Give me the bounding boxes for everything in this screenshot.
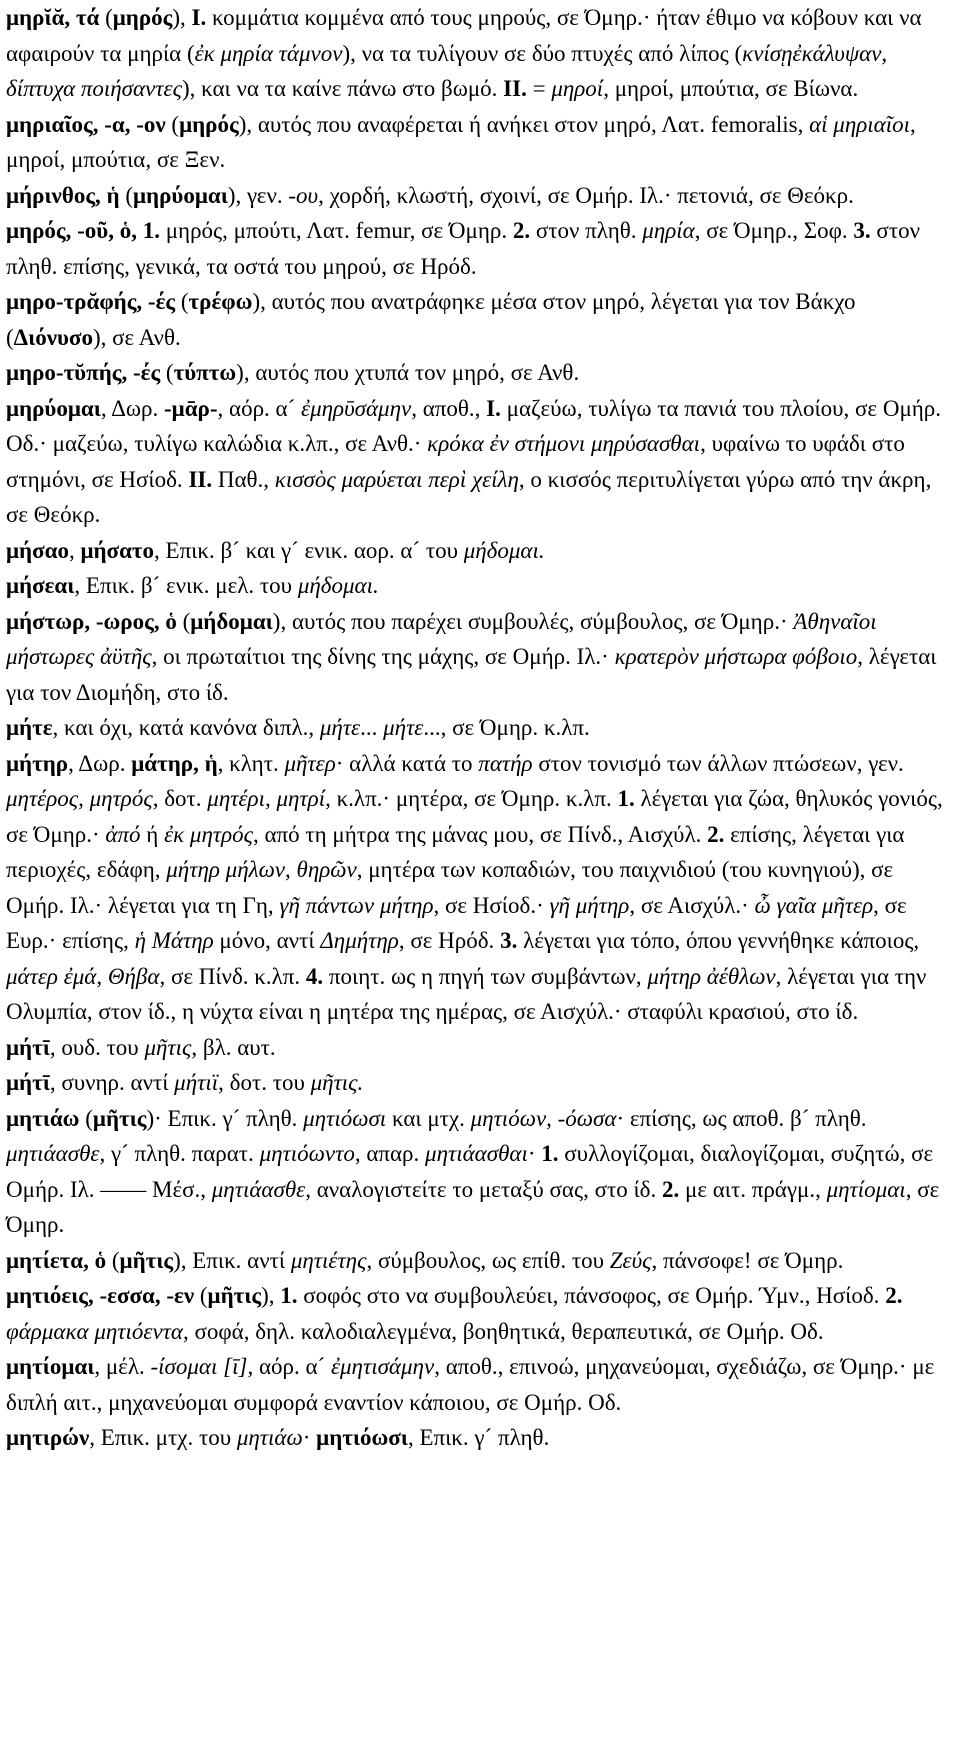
entry-headword: II. bbox=[188, 466, 213, 492]
dictionary-entry bbox=[6, 391, 952, 533]
entry-text: , κλητ. bbox=[217, 750, 285, 776]
entry-headword: 1. bbox=[541, 1141, 559, 1166]
dictionary-entry bbox=[6, 355, 952, 391]
entry-text: , Επικ. β´ και γ´ ενικ. αορ. α´ του bbox=[154, 537, 464, 563]
entry-citation: μητέρος, μητρός bbox=[6, 786, 153, 811]
dictionary-entry bbox=[6, 1349, 952, 1420]
entry-headword: μήτηρ bbox=[6, 750, 69, 776]
entry-headword: μητιόεις, -εσσα, -εν bbox=[6, 1283, 195, 1308]
entry-text: , μηροί, μπούτια, σε Βίωνα. bbox=[603, 76, 859, 101]
entry-citation: κρατερὸν μήστωρα φόβοιο bbox=[614, 644, 858, 669]
entry-text: , Δωρ. bbox=[100, 395, 164, 421]
dictionary-entry bbox=[6, 0, 952, 107]
entry-citation: ἐμητισάμην bbox=[330, 1354, 435, 1379]
entry-text: , ο κισσός περιτυλίγεται γύρω από την άκρη, σε Θεόκρ. bbox=[6, 466, 932, 527]
entry-headword: 1. bbox=[142, 218, 160, 243]
entry-headword: μῆτις bbox=[119, 1247, 174, 1273]
entry-headword: μήστωρ, -ωρος, ὁ bbox=[6, 608, 177, 634]
entry-citation: μητιάασθαι bbox=[425, 1141, 528, 1166]
entry-text: · αλλά κατά το bbox=[335, 750, 479, 776]
entry-text: στον πληθ. επίσης, γενικά, τα οστά του μηρού, σε Ηρόδ. bbox=[6, 218, 920, 279]
entry-text: και μτχ. bbox=[386, 1105, 471, 1131]
entry-citation: μητιάω bbox=[236, 1425, 303, 1450]
entry-headword: μηρῐᾰ, τά bbox=[6, 5, 100, 30]
entry-text: ), αυτός που ανατράφηκε μέσα στον μηρό, λέγεται για τον Βάκχο ( bbox=[6, 289, 856, 350]
entry-headword: Διόνυσο bbox=[13, 324, 93, 350]
entry-text: , πάνσοφε! σε Όμηρ. bbox=[651, 1247, 844, 1273]
entry-text: ( bbox=[119, 182, 134, 208]
entry-headword: μηρός bbox=[179, 111, 239, 137]
entry-text: , βλ. αυτ. bbox=[191, 1034, 276, 1060]
entry-headword: μηρο-τρᾰφής, -ές bbox=[6, 289, 176, 314]
entry-headword: 2. bbox=[885, 1283, 903, 1308]
entry-text: ), αυτός που χτυπά τον μηρό, σε Ανθ. bbox=[236, 360, 580, 385]
entry-text: συλλογίζομαι, διαλογίζομαι, συζητώ, σε Ομήρ. Ιλ. —— Μέσ., bbox=[6, 1141, 934, 1202]
entry-text: μαζεύω, τυλίγω τα πανιά του πλοίου, σε Ομήρ. Οδ.· μαζεύω, τυλίγω καλώδια κ.λπ., σε Ανθ.· bbox=[6, 395, 942, 456]
dictionary-entry bbox=[6, 107, 952, 178]
entry-text: Παθ., bbox=[212, 466, 275, 492]
entry-text: , απαρ. bbox=[354, 1141, 426, 1166]
dictionary-entry bbox=[6, 568, 952, 604]
entry-citation: γῆ πάντων μήτηρ bbox=[279, 892, 434, 918]
entry-headword: 1. bbox=[280, 1283, 298, 1308]
entry-headword: μήσαο bbox=[6, 537, 69, 563]
entry-text: , χορδή, κλωστή, σχοινί, σε Ομήρ. Ιλ.· πετονιά, σε Θεόκρ. bbox=[318, 182, 854, 208]
entry-text: κομμάτια κομμένα από τους μηρούς, σε Όμηρ.· ήταν έθιμο να κόβουν και να αφαιρούν τα μηρία ( bbox=[6, 5, 922, 66]
entry-text: , σε Ησίοδ.· bbox=[433, 892, 550, 918]
entry-text: , αόρ. α´ bbox=[247, 1354, 331, 1379]
entry-text: , σύμβουλος, ως επίθ. του bbox=[366, 1247, 610, 1273]
entry-headword: μητίομαι bbox=[6, 1354, 95, 1379]
entry-text: ( bbox=[106, 1247, 120, 1273]
entry-text: · επίσης, ως αποθ. β´ πληθ. bbox=[616, 1105, 867, 1131]
entry-text: ..., σε Όμηρ. κ.λπ. bbox=[423, 715, 590, 740]
entry-text: , αναλογιστείτε το μεταξύ σας, στο ίδ. bbox=[305, 1176, 662, 1202]
entry-text: λέγεται για τόπο, όπου γεννήθηκε κάποιος, bbox=[517, 928, 920, 953]
entry-citation: αἱ μηριαῖοι bbox=[809, 111, 911, 137]
entry-text: , δοτ. bbox=[152, 786, 208, 811]
entry-text: , μηροί, μπούτια, σε Ξεν. bbox=[6, 111, 916, 172]
entry-text: , bbox=[68, 537, 81, 563]
dictionary-entry bbox=[6, 1243, 952, 1279]
entry-headword: μητιόωσι bbox=[316, 1425, 408, 1450]
dictionary-entry bbox=[6, 1420, 952, 1456]
entry-headword: 1. bbox=[617, 786, 635, 811]
entry-text: μόνο, αντί bbox=[213, 928, 321, 953]
entry-text: στον πληθ. bbox=[530, 218, 643, 243]
entry-citation: μητιάασθε bbox=[6, 1141, 100, 1166]
entry-headword: 2. bbox=[707, 821, 725, 847]
entry-text: , Επικ. μτχ. του bbox=[89, 1425, 237, 1450]
entry-citation: μήτηρ μήλων, θηρῶν bbox=[166, 857, 357, 882]
entry-citation: -ου bbox=[288, 182, 319, 208]
dictionary-entry bbox=[6, 178, 952, 214]
dictionary-entry bbox=[6, 746, 952, 1030]
entry-citation: μητιέτης bbox=[290, 1247, 367, 1273]
entry-text: , σε Ηρόδ. bbox=[398, 928, 501, 953]
entry-text: , σε Όμηρ. bbox=[6, 1176, 940, 1237]
entry-citation: Ζεύς bbox=[609, 1247, 652, 1273]
entry-text: , γ´ πληθ. παρατ. bbox=[99, 1141, 260, 1166]
entry-citation: ἡ Μάτηρ bbox=[134, 928, 214, 953]
entry-headword: μήτῑ bbox=[6, 1070, 50, 1095]
entry-text: ), αυτός που αναφέρεται ή ανήκει στον μηρό, Λατ. femoralis, bbox=[238, 111, 810, 137]
entry-headword: μήδομαι bbox=[190, 608, 273, 634]
entry-citation: μάτερ ἐμά, Θήβα bbox=[6, 963, 160, 989]
entry-headword: τρέφω bbox=[188, 289, 253, 314]
entry-headword: μηρύομαι bbox=[6, 395, 101, 421]
entry-text: ), να τα τυλίγουν σε δύο πτυχές από λίπος ( bbox=[342, 40, 743, 66]
entry-headword: II. bbox=[503, 76, 527, 101]
entry-citation: ἐμηρῡσάμην bbox=[301, 395, 412, 421]
entry-text: ), αυτός που παρέχει συμβουλές, σύμβουλος, σε Όμηρ.· bbox=[272, 608, 794, 634]
entry-citation: ἐκ μηρία τάμνον bbox=[194, 40, 343, 66]
entry-text: ), Επικ. αντί bbox=[173, 1247, 291, 1273]
entry-text: , αποθ., επινοώ, μηχανεύομαι, σχεδιάζω, σε Όμηρ.· με διπλή αιτ., μηχανεύομαι συμφορά εναντίον κάποιου, σε Ομήρ. Οδ. bbox=[6, 1354, 935, 1415]
entry-text: , μητέρα των κοπαδιών, του παιχνιδιού (του κυνηγιού), σε Ομήρ. Ιλ.· λέγεται για τη Γη, bbox=[6, 857, 894, 918]
entry-citation: μήτιϊ bbox=[174, 1070, 219, 1095]
entry-citation: ὦ γαῖα μῆτερ bbox=[754, 892, 874, 918]
entry-text: , μέλ. bbox=[94, 1354, 151, 1379]
entry-headword: μηρός bbox=[112, 5, 173, 30]
entry-citation: κνίσῃἐκάλυψαν, δίπτυχα ποιήσαντες bbox=[6, 40, 888, 101]
entry-headword: μήρινθος, ἡ bbox=[6, 182, 120, 208]
entry-text: , κ.λπ.· μητέρα, σε Όμηρ. κ.λπ. bbox=[325, 786, 618, 811]
entry-headword: μηρύομαι bbox=[133, 182, 228, 208]
entry-text: , από τη μήτρα της μάνας μου, σε Πίνδ., Αισχύλ. bbox=[252, 821, 708, 847]
entry-text: , σε Πίνδ. κ.λπ. bbox=[159, 963, 306, 989]
entry-text: ), bbox=[261, 1283, 281, 1308]
entry-text: λέγεται για ζώα, θηλυκός γονιός, σε Όμηρ.· bbox=[6, 786, 943, 847]
entry-text: , σοφά, δηλ. καλοδιαλεγμένα, βοηθητικά, θεραπευτικά, σε Ομήρ. Οδ. bbox=[182, 1318, 824, 1344]
entry-text: ( bbox=[165, 111, 180, 137]
entry-headword: μήσεαι bbox=[6, 573, 75, 598]
entry-citation: φάρμακα μητιόεντα bbox=[6, 1318, 183, 1344]
entry-headword: μῆτις bbox=[92, 1105, 147, 1131]
entry-citation: μήδομαι. bbox=[463, 537, 545, 563]
entry-text: , λέγεται για τον Διομήδη, στο ίδ. bbox=[6, 644, 937, 705]
entry-citation: ἀπό bbox=[105, 821, 141, 847]
entry-citation: κρόκα ἐν στήμονι μηρύσασθαι bbox=[427, 431, 701, 456]
entry-text: μηρός, μπούτι, Λατ. femur, σε Όμηρ. bbox=[159, 218, 513, 243]
entry-citation: ἐκ μητρός bbox=[164, 821, 253, 847]
entry-text: ), και να τα καίνε πάνω στο βωμό. bbox=[181, 76, 504, 101]
entry-text: , και όχι, κατά κανόνα διπλ., bbox=[52, 715, 320, 740]
entry-text: , αόρ. α´ bbox=[217, 395, 302, 421]
dictionary-entry bbox=[6, 533, 952, 569]
entry-text: ( bbox=[79, 1105, 93, 1131]
entry-headword: 4. bbox=[305, 963, 324, 989]
entry-citation: μήδομαι. bbox=[297, 573, 379, 598]
dictionary-entry bbox=[6, 1101, 952, 1243]
entry-text: σοφός στο να συμβουλεύει, πάνσοφος, σε Ομήρ. Ύμν., Ησίοδ. bbox=[297, 1283, 886, 1308]
entry-citation: γῆ μήτηρ bbox=[549, 892, 630, 918]
entry-text: ( bbox=[176, 608, 191, 634]
entry-citation: μήτε bbox=[383, 715, 424, 740]
entry-headword: μηρός, -οῦ, ὁ, bbox=[6, 218, 137, 243]
entry-headword: μήσατο bbox=[80, 537, 155, 563]
entry-text: , σε Όμηρ., Σοφ. bbox=[694, 218, 854, 243]
dictionary-entry bbox=[6, 710, 952, 746]
entry-headword: 2. bbox=[512, 218, 531, 243]
entry-headword: μηρο-τῠπής, -ές bbox=[6, 360, 161, 385]
entry-citation: μήτε bbox=[319, 715, 361, 740]
entry-text: · bbox=[302, 1425, 317, 1450]
entry-text: με αιτ. πράγμ., bbox=[679, 1176, 827, 1202]
entry-text: , οι πρωταίτιοι της δίνης της μάχης, σε Ομήρ. Ιλ.· bbox=[151, 644, 615, 669]
entry-text: · bbox=[527, 1141, 542, 1166]
dictionary-entry bbox=[6, 213, 952, 284]
dictionary-entry bbox=[6, 604, 952, 711]
entry-text: ή bbox=[140, 821, 165, 847]
entry-text: , συνηρ. αντί bbox=[49, 1070, 175, 1095]
entry-citation: μῆτερ bbox=[284, 750, 336, 776]
entry-headword: μάτηρ, ἡ bbox=[131, 750, 218, 776]
entry-citation: μῆτις. bbox=[310, 1070, 364, 1095]
entry-headword: μητιρών bbox=[6, 1425, 90, 1450]
entry-headword: 3. bbox=[853, 218, 871, 243]
entry-text: ( bbox=[160, 360, 174, 385]
entry-citation: Ἀθηναῖοι μήστωρες ἀϋτῆς bbox=[6, 608, 877, 669]
entry-headword: μητίετα, ὁ bbox=[6, 1247, 107, 1273]
entry-text: επίσης, λέγεται για περιοχές, εδάφη, bbox=[6, 821, 905, 882]
entry-text: , ουδ. του bbox=[49, 1034, 145, 1060]
entry-text: , υφαίνω το υφάδι στο στημόνι, σε Ησίοδ. bbox=[6, 431, 905, 492]
entry-text: ... bbox=[360, 715, 384, 740]
entry-text: = bbox=[526, 76, 552, 101]
entry-citation: μῆτις bbox=[144, 1034, 192, 1060]
entry-headword: 2. bbox=[661, 1176, 680, 1202]
entry-headword: μηριαῖος, -α, -ον bbox=[6, 111, 166, 137]
entry-text: ), bbox=[172, 5, 192, 30]
entry-citation: μητίομαι bbox=[826, 1176, 906, 1202]
entry-citation: κισσὸς μαρύεται περὶ χείλη bbox=[274, 466, 519, 492]
entry-citation: μητιόωντο bbox=[259, 1141, 355, 1166]
entry-headword: -μᾱρ- bbox=[164, 395, 218, 421]
entry-text: ( bbox=[194, 1283, 208, 1308]
entry-citation: μηρία bbox=[642, 218, 695, 243]
entry-text: , αποθ., bbox=[411, 395, 487, 421]
dictionary-entry bbox=[6, 1065, 952, 1101]
entry-headword: μήτε bbox=[6, 715, 53, 740]
entry-text: ( bbox=[99, 5, 113, 30]
entry-headword: μήτῑ bbox=[6, 1034, 50, 1060]
entry-text: ), σε Ανθ. bbox=[92, 324, 181, 350]
entry-headword: τύπτω bbox=[173, 360, 237, 385]
entry-text: ), γεν. bbox=[227, 182, 289, 208]
entry-citation: -ίσομαι [ῑ] bbox=[150, 1354, 248, 1379]
entry-citation: πατήρ bbox=[478, 750, 533, 776]
entry-text: , λέγεται για την Ολυμπία, στον ίδ., η νύχτα είναι η μητέρα της ημέρας, σε Αισχύλ.· σταφύλι κρασιού, στο ίδ. bbox=[6, 963, 927, 1024]
dictionary-entry bbox=[6, 1030, 952, 1066]
entry-text: στον τονισμό των άλλων πτώσεων, γεν. bbox=[532, 750, 904, 776]
entry-text: , Δωρ. bbox=[68, 750, 132, 776]
dictionary-entry bbox=[6, 1278, 952, 1349]
entry-text: , Επικ. β´ ενικ. μελ. του bbox=[74, 573, 298, 598]
entry-text: , σε Ευρ.· επίσης, bbox=[6, 892, 907, 953]
entry-citation: μητιόωσι bbox=[303, 1105, 387, 1131]
entry-headword: μητιάω bbox=[6, 1105, 80, 1131]
entry-headword: 3. bbox=[500, 928, 518, 953]
entry-text: )· Επικ. γ´ πληθ. bbox=[146, 1105, 304, 1131]
entry-text: , σε Αισχύλ.· bbox=[629, 892, 755, 918]
entry-text: ποιητ. ως η πηγή των συμβάντων, bbox=[323, 963, 648, 989]
dictionary-entry bbox=[6, 284, 952, 355]
entry-text: ( bbox=[175, 289, 189, 314]
entry-citation: μηροί bbox=[551, 76, 604, 101]
entry-headword: I. bbox=[191, 5, 207, 30]
entry-headword: I. bbox=[486, 395, 501, 421]
entry-headword: μῆτις bbox=[207, 1283, 262, 1308]
entry-citation: μητιόων, -όωσα bbox=[470, 1105, 617, 1131]
entry-citation: Δημήτηρ bbox=[320, 928, 399, 953]
entry-text: , δοτ. του bbox=[218, 1070, 311, 1095]
entry-citation: μητέρι, μητρί bbox=[207, 786, 326, 811]
entry-text: , Επικ. γ´ πληθ. bbox=[407, 1425, 550, 1450]
entry-citation: μήτηρ ἀέθλων bbox=[647, 963, 776, 989]
entry-citation: μητιάασθε bbox=[211, 1176, 306, 1202]
